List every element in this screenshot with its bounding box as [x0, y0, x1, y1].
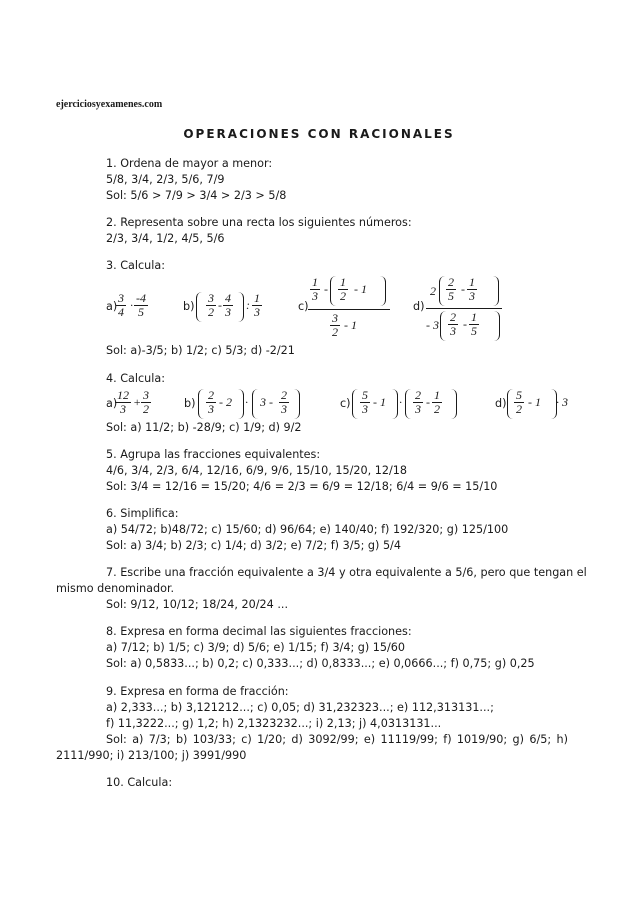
- ex2-values: 2/3, 3/4, 1/2, 4/5, 5/6: [106, 232, 225, 245]
- fraction: $\frac{3}{4}$: [118, 291, 124, 319]
- ex9-solution-line1: Sol: a) 7/3; b) 103/33; c) 1/20; d) 3092/99; e) 11119/99; f) 1019/90; g) 6/5; h): [106, 733, 568, 746]
- ex8-values: a) 7/12; b) 1/5; c) 3/9; d) 5/6; e) 1/15; f) 3/4; g) 15/60: [106, 641, 406, 654]
- operator: - 1: [344, 318, 357, 332]
- operator: · 3: [556, 395, 568, 409]
- operator: :: [246, 298, 250, 312]
- ex1-values: 5/8, 3/4, 2/3, 5/6, 7/9: [106, 173, 225, 186]
- ex6-title: 6. Simplifica:: [106, 507, 179, 520]
- operator: -: [324, 282, 328, 296]
- fraction: $\frac{2}{3}$: [415, 388, 421, 416]
- fraction: $\frac{2}{5}$: [448, 275, 454, 303]
- ex3-b-label: b): [183, 300, 195, 313]
- fraction: $\frac{2}{3}$: [281, 388, 287, 416]
- operator: - 1: [354, 282, 367, 296]
- fraction: $\frac{1}{5}$: [471, 310, 477, 338]
- ex4-b-label: b): [184, 397, 196, 410]
- operator: +: [133, 395, 142, 409]
- ex8-title: 8. Expresa en forma decimal las siguientes fracciones:: [106, 625, 412, 638]
- fraction: $\frac{3}{2}$: [332, 311, 338, 339]
- operator: ·: [245, 395, 248, 409]
- fraction: $\frac{2}{3}$: [208, 388, 214, 416]
- ex2-title: 2. Representa sobre una recta los siguientes números:: [106, 216, 412, 229]
- operator: - 1: [373, 395, 386, 409]
- coefficient: - 3: [426, 318, 439, 332]
- page-title: OPERACIONES CON RACIONALES: [183, 127, 455, 141]
- coefficient: 2: [430, 284, 436, 298]
- operator: -: [426, 395, 430, 409]
- fraction: $\frac{3}{2}$: [208, 291, 214, 319]
- ex1-solution: Sol: 5/6 > 7/9 > 3/4 > 2/3 > 5/8: [106, 189, 287, 202]
- ex7-solution: Sol: 9/12, 10/12; 18/24, 20/24 ...: [106, 598, 288, 611]
- ex4-solution: Sol: a) 11/2; b) -28/9; c) 1/9; d) 9/2: [106, 421, 302, 434]
- operator: -: [463, 317, 467, 331]
- ex4-c-label: c): [340, 397, 351, 410]
- fraction: $\frac{4}{3}$: [225, 291, 231, 319]
- ex3-a-label: a): [106, 300, 118, 313]
- ex6-solution: Sol: a) 3/4; b) 2/3; c) 1/4; d) 3/2; e) 7/2; f) 3/5; g) 5/4: [106, 539, 401, 552]
- ex6-values: a) 54/72; b)48/72; c) 15/60; d) 96/64; e) 140/40; f) 192/320; g) 125/100: [106, 523, 509, 536]
- fraction: $\frac{1}{2}$: [340, 275, 346, 303]
- ex5-solution: Sol: 3/4 = 12/16 = 15/20; 4/6 = 2/3 = 6/9 = 12/18; 6/4 = 9/6 = 15/10: [106, 480, 498, 493]
- main-fraction-bar: [308, 309, 390, 310]
- fraction: $\frac{5}{3}$: [362, 388, 368, 416]
- fraction: $\frac{12}{3}$: [117, 388, 129, 416]
- fraction: $\frac{1}{3}$: [312, 275, 318, 303]
- ex4-a-label: a): [106, 397, 118, 410]
- ex9-solution-line2: 2111/990; i) 213/100; j) 3991/990: [56, 749, 247, 762]
- ex3-solution: Sol: a)-3/5; b) 1/2; c) 5/3; d) -2/21: [106, 344, 295, 357]
- ex4-d-label: d): [495, 397, 507, 410]
- fraction: $\frac{-4}{5}$: [136, 291, 146, 319]
- ex5-values: 4/6, 3/4, 2/3, 6/4, 12/16, 6/9, 9/6, 15/10, 15/20, 12/18: [106, 464, 408, 477]
- ex9-title: 9. Expresa en forma de fracción:: [106, 685, 289, 698]
- ex7-text-line2: mismo denominador.: [56, 582, 175, 595]
- ex9-values-line2: f) 11,3222...; g) 1,2; h) 2,1323232...; i) 2,13; j) 4,0313131...: [106, 717, 442, 730]
- fraction: $\frac{1}{2}$: [434, 388, 440, 416]
- ex7-text-line1: 7. Escribe una fracción equivalente a 3/4 y otra equivalente a 5/6, pero que tengan el: [106, 566, 587, 579]
- operator: - 2: [219, 395, 232, 409]
- ex3-title: 3. Calcula:: [106, 259, 165, 272]
- ex4-title: 4. Calcula:: [106, 372, 165, 385]
- ex5-title: 5. Agrupa las fracciones equivalentes:: [106, 448, 321, 461]
- fraction: $\frac{3}{2}$: [143, 388, 149, 416]
- ex3-c-label: c): [298, 300, 309, 313]
- ex3-d-label: d): [413, 300, 425, 313]
- fraction: $\frac{1}{3}$: [469, 275, 475, 303]
- operator: - 1: [528, 395, 541, 409]
- coefficient: 3 -: [260, 395, 273, 409]
- operator: -: [461, 282, 465, 296]
- fraction: $\frac{5}{2}$: [516, 388, 522, 416]
- ex10-title: 10. Calcula:: [106, 776, 173, 789]
- main-fraction-bar: [426, 308, 502, 309]
- operator: ·: [399, 395, 402, 409]
- fraction: $\frac{2}{3}$: [450, 310, 456, 338]
- site-name: ejerciciosyexamenes.com: [56, 99, 163, 110]
- ex9-values-line1: a) 2,333...; b) 3,121212...; c) 0,05; d) 31,232323...; e) 112,313131...;: [106, 701, 494, 714]
- ex1-title: 1. Ordena de mayor a menor:: [106, 157, 273, 170]
- fraction: $\frac{1}{3}$: [254, 291, 260, 319]
- operator: ·: [130, 298, 133, 312]
- operator: -: [218, 298, 222, 312]
- ex8-solution: Sol: a) 0,5833...; b) 0,2; c) 0,333...; d) 0,8333...; e) 0,0666...; f) 0,75; g) 0,25: [106, 657, 535, 670]
